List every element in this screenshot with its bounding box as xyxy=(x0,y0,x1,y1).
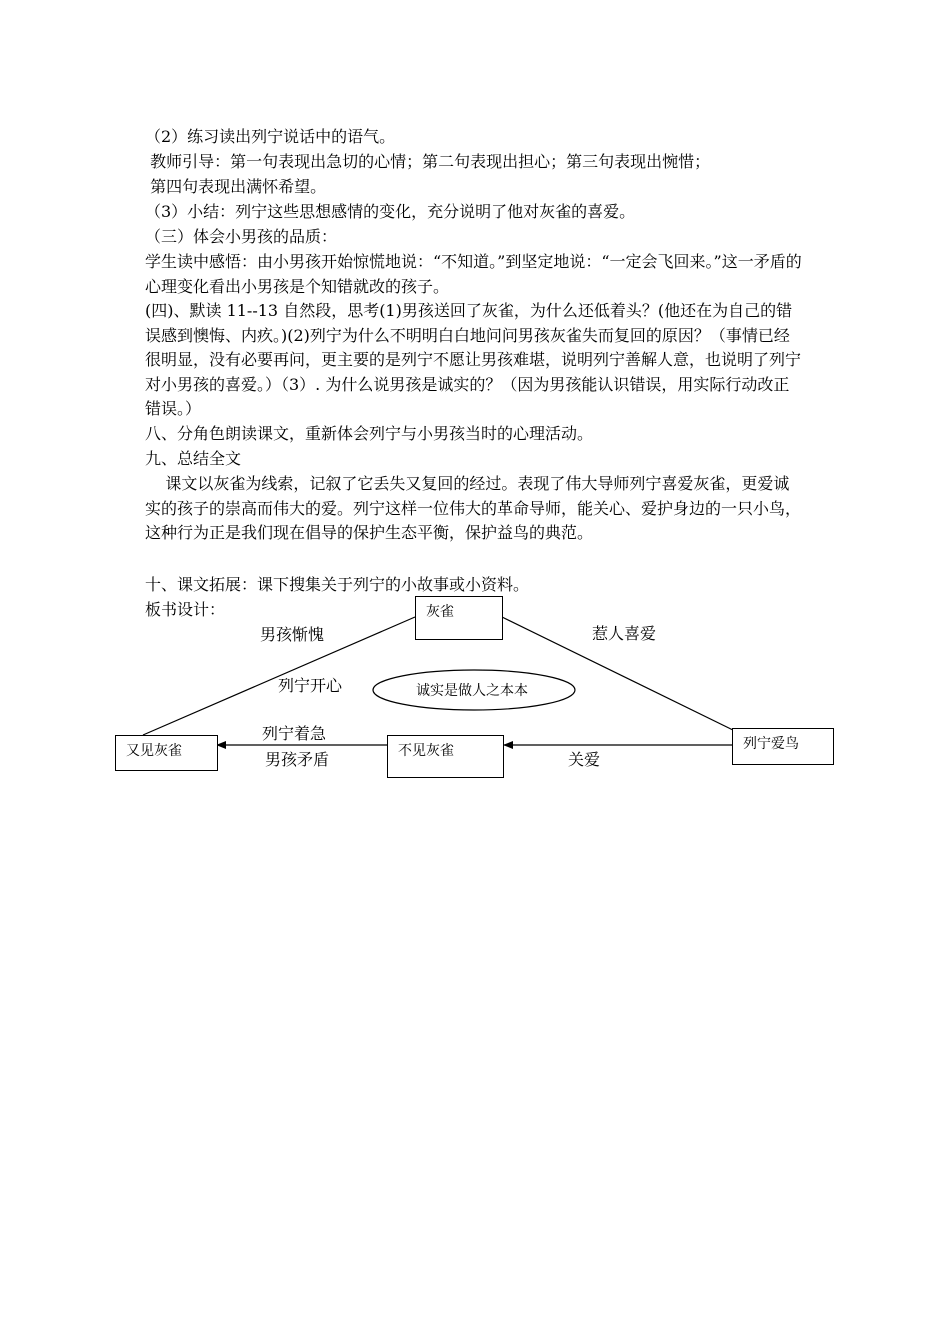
label-boy-ashamed: 男孩惭愧 xyxy=(260,625,325,644)
label-boy-conflict: 男孩矛盾 xyxy=(265,750,330,769)
board-design-diagram xyxy=(100,590,860,790)
node-sparrow-missing xyxy=(387,735,504,778)
heading-extension: 十、课文拓展：课下搜集关于列宁的小故事或小资料。 xyxy=(145,575,530,594)
heading-conclusion: 九、总结全文 xyxy=(145,449,242,468)
paragraph-teacher-guide: 教师引导：第一句表现出急切的心情；第二句表现出担心；第三句表现出惋惜； xyxy=(145,152,711,171)
heading-boy-quality: （三）体会小男孩的品质： xyxy=(145,227,338,246)
paragraph-student-insight: 学生读中感悟：由小男孩开始惊慌地说：“不知道。”到坚定地说：“一定会飞回来。”这一矛盾的心理变化看出小男孩是个知错就改的孩子。 xyxy=(145,252,802,296)
paragraph-summary: （3）小结：列宁这些思想感情的变化，充分说明了他对灰雀的喜爱。 xyxy=(145,202,636,221)
node-grey-sparrow-label: 灰雀 xyxy=(426,604,454,620)
paragraph-conclusion: 课文以灰雀为线索，记叙了它丢失又复回的经过。表现了伟大导师列宁喜爱灰雀，更爱诚实的孩子的崇高而伟大的爱。列宁这样一位伟大的革命导师，能关心、爱护身边的一只小鸟，这种行为正是我们现在倡导的保护生态平衡，保护益鸟的典范。 xyxy=(145,474,802,542)
heading-board-design: 板书设计： xyxy=(145,600,226,619)
heading-role-reading: 八、分角色朗读课文，重新体会列宁与小男孩当时的心理活动。 xyxy=(145,424,594,443)
paragraph-fourth-sentence: 第四句表现出满怀希望。 xyxy=(145,177,327,196)
paragraph-practice-tone: （2）练习读出列宁说话中的语气。 xyxy=(145,127,396,146)
node-grey-sparrow xyxy=(415,596,503,640)
paragraph-silent-reading: (四)、默读 11--13 自然段，思考(1)男孩送回了灰雀，为什么还低着头？(他还在为自己的错误感到懊悔、内疚。)(2)列宁为什么不明明白白地问问男孩灰雀失而复回的原因？（事情已经很明显，没有必要再问，更主要的是列宁不愿让男孩难堪，说明列宁善解人意，也说明了列宁对小男孩的喜爱。）（3）. 为什么说男孩是诚实的？（因为男孩能认识错误，用实际行动改正错误。） xyxy=(145,301,802,418)
label-endearing: 惹人喜爱 xyxy=(592,624,657,643)
label-lenin-anxious: 列宁着急 xyxy=(262,724,327,743)
ellipse-honesty-label: 诚实是做人之本本 xyxy=(416,683,528,699)
node-sparrow-missing-label: 不见灰雀 xyxy=(398,743,454,759)
node-sparrow-seen-again-label: 又见灰雀 xyxy=(126,743,182,759)
node-lenin-loves-bird xyxy=(732,728,834,765)
node-lenin-loves-bird-label: 列宁爱鸟 xyxy=(743,736,799,752)
node-sparrow-seen-again xyxy=(115,735,218,771)
label-lenin-happy: 列宁开心 xyxy=(278,676,343,695)
label-care: 关爱 xyxy=(568,750,601,769)
